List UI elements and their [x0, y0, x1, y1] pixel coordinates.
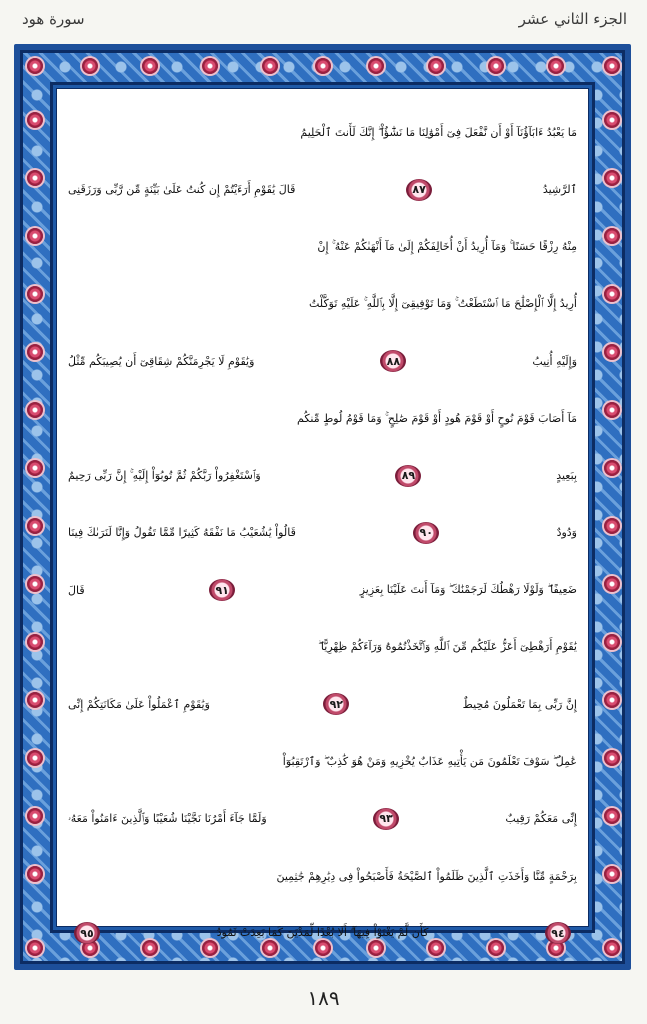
rosette-ornament — [604, 112, 620, 128]
verse-text: مَآ أَصَابَ قَوْمَ نُوحٍ أَوْ قَوْمَ هُودٍ أَوْ قَوْمَ صَٰلِحٍ ۚ وَمَا قَوْمُ لُوطٍ مِّنكُم — [297, 411, 577, 425]
ayah-number-marker: ٩٥ — [74, 922, 100, 944]
rosette-ornament — [202, 58, 218, 74]
ayah-number-marker: ٨٨ — [380, 350, 406, 372]
rosette-ornament — [604, 228, 620, 244]
verse-line — [68, 790, 577, 847]
rosette-ornament — [142, 58, 158, 74]
verse-text: أُرِيدُ إِلَّا ٱلْإِصْلَٰحَ مَا ٱسْتَطَعْتُ ۚ وَمَا تَوْفِيقِىٓ إِلَّا بِٱللَّهِ ۚ عَلَيْهِ تَوَكَّلْتُ — [309, 297, 577, 311]
verse-text: بِرَحْمَةٍ مِّنَّا وَأَخَذَتِ ٱلَّذِينَ ظَلَمُواْ ٱلصَّيْحَةُ فَأَصْبَحُواْ فِى دِيَٰرِهِمْ جَٰثِمِينَ — [276, 869, 577, 883]
verse-text: مِنْهُ رِزْقًا حَسَنًا ۚ وَمَآ أُرِيدُ أَنْ أُخَالِفَكُمْ إِلَىٰ مَآ أَنْهَىٰكُمْ عَنْهُ ۚ إِنْ — [317, 239, 577, 253]
rosette-ornament — [604, 750, 620, 766]
rosette-ornament — [27, 460, 43, 476]
verse-text: بِبَعِيدٍ — [556, 469, 577, 483]
page-header — [0, 0, 647, 44]
rosette-ornament — [27, 518, 43, 534]
verse-text: مَا يَعْبُدُ ءَابَآؤُنَآ أَوْ أَن نَّفْعَلَ فِىٓ أَمْوَٰلِنَا مَا نَشَٰٓؤُاْ ۖ إِنَّكَ لَأَنتَ ٱلْحَلِيمُ — [300, 125, 577, 139]
ayah-number-marker: ٨٧ — [406, 179, 432, 201]
rosette-ornament — [604, 866, 620, 882]
verse-text: ضَعِيفًا ۖ وَلَوْلَا رَهْطُكَ لَرَجَمْنَٰكَ ۖ وَمَآ أَنتَ عَلَيْنَا بِعَزِيزٍ — [359, 583, 577, 597]
rosette-ornament — [604, 402, 620, 418]
rosette-ornament — [604, 518, 620, 534]
verse-line — [68, 104, 577, 161]
verse-text: قَالَ يَٰقَوْمِ أَرَءَيْتُمْ إِن كُنتُ عَلَىٰ بَيِّنَةٍ مِّن رَّبِّى وَرَزَقَنِى — [68, 183, 296, 197]
ayah-number-marker: ٨٩ — [395, 465, 421, 487]
verse-line — [68, 619, 577, 676]
verse-line — [68, 161, 577, 218]
verse-text: إِنَّ رَبِّى بِمَا تَعْمَلُونَ مُحِيطٌ — [462, 697, 577, 711]
rosette-ornament — [604, 460, 620, 476]
verse-text: قَالَ — [68, 583, 85, 597]
verse-text: وَٱسْتَغْفِرُواْ رَبَّكُمْ ثُمَّ تُوبُوٓاْ إِلَيْهِ ۚ إِنَّ رَبِّى رَحِيمٌ — [68, 468, 261, 482]
rosette-ornament — [604, 692, 620, 708]
rosette-ornament — [604, 58, 620, 74]
ayah-number-marker: ٩٠ — [413, 522, 439, 544]
rosette-ornament — [27, 808, 43, 824]
rosette-ornament — [368, 58, 384, 74]
verse-line — [68, 562, 577, 619]
verse-line — [68, 847, 577, 904]
verse-line — [68, 676, 577, 733]
rosette-ornament — [27, 576, 43, 592]
rosette-ornament — [27, 402, 43, 418]
ayah-number-marker: ٩٤ — [545, 922, 571, 944]
verse-text: كَأَن لَّمْ يَغْنَوْاْ فِيهَآ ۗ أَلَا بُعْدًا لِّمَدْيَنَ كَمَا بَعِدَتْ ثَمُودُ — [216, 926, 429, 940]
page-number: ١٨٩ — [307, 986, 340, 1010]
rosette-ornament — [27, 344, 43, 360]
verse-line — [68, 276, 577, 333]
verse-text: قَالُواْ يَٰشُعَيْبُ مَا نَفْقَهُ كَثِيرًا مِّمَّا تَقُولُ وَإِنَّا لَنَرَىٰكَ فِينَا — [68, 526, 296, 540]
verse-text: يَٰقَوْمِ أَرَهْطِىٓ أَعَزُّ عَلَيْكُم مِّنَ ٱللَّهِ وَٱتَّخَذْتُمُوهُ وَرَآءَكُمْ ظِهْرِيًّا ۖ — [318, 640, 577, 654]
verse-line — [68, 504, 577, 561]
rosette-ornament — [604, 170, 620, 186]
verse-line — [68, 333, 577, 390]
verse-text: إِنِّى مَعَكُمْ رَقِيبٌ — [505, 812, 577, 826]
rosette-ornament — [428, 58, 444, 74]
verse-line — [68, 905, 577, 962]
rosette-ornament — [27, 634, 43, 650]
verse-text: وَيَٰقَوْمِ ٱعْمَلُواْ عَلَىٰ مَكَانَتِكُمْ إِنِّى — [68, 697, 210, 711]
verse-text: ٱلرَّشِيدُ — [542, 183, 577, 197]
verse-text: وَإِلَيْهِ أُنِيبُ — [532, 354, 577, 368]
verse-text: وَلَمَّا جَآءَ أَمْرُنَا نَجَّيْنَا شُعَيْبًا وَٱلَّذِينَ ءَامَنُواْ مَعَهُۥ — [68, 811, 267, 825]
verse-line — [68, 733, 577, 790]
rosette-ornament — [604, 286, 620, 302]
rosette-ornament — [604, 634, 620, 650]
verse-line — [68, 218, 577, 275]
verse-line — [68, 390, 577, 447]
rosette-ornament — [315, 58, 331, 74]
rosette-ornament — [27, 112, 43, 128]
ayah-number-marker: ٩٢ — [323, 693, 349, 715]
rosette-ornament — [604, 808, 620, 824]
verse-text: وَدُودٌ — [556, 526, 577, 540]
rosette-ornament — [27, 58, 43, 74]
rosette-ornament — [27, 228, 43, 244]
rosette-ornament — [604, 940, 620, 956]
verse-text: وَيَٰقَوْمِ لَا يَجْرِمَنَّكُمْ شِقَاقِىٓ أَن يُصِيبَكُم مِّثْلُ — [68, 354, 255, 368]
rosette-ornament — [27, 286, 43, 302]
rosette-ornament — [488, 58, 504, 74]
ayah-number-marker: ٩٣ — [373, 808, 399, 830]
rosette-ornament — [27, 940, 43, 956]
rosette-ornament — [604, 344, 620, 360]
rosette-ornament — [82, 58, 98, 74]
rosette-ornament — [548, 58, 564, 74]
ayah-number-marker: ٩١ — [209, 579, 235, 601]
verse-lines — [68, 104, 577, 962]
rosette-ornament — [27, 692, 43, 708]
verse-line — [68, 447, 577, 504]
rosette-ornament — [262, 58, 278, 74]
juz-title: الجزء الثاني عشر — [518, 10, 627, 28]
rosette-ornament — [27, 866, 43, 882]
rosette-ornament — [604, 576, 620, 592]
rosette-ornament — [27, 170, 43, 186]
verse-text: عَٰمِلٌ ۖ سَوْفَ تَعْلَمُونَ مَن يَأْتِيهِ عَذَابٌ يُخْزِيهِ وَمَنْ هُوَ كَٰذِبٌ ۖ وَٱرْتَقِبُوٓاْ — [282, 754, 577, 768]
surah-title: سورة هود — [22, 10, 85, 28]
rosette-ornament — [27, 750, 43, 766]
